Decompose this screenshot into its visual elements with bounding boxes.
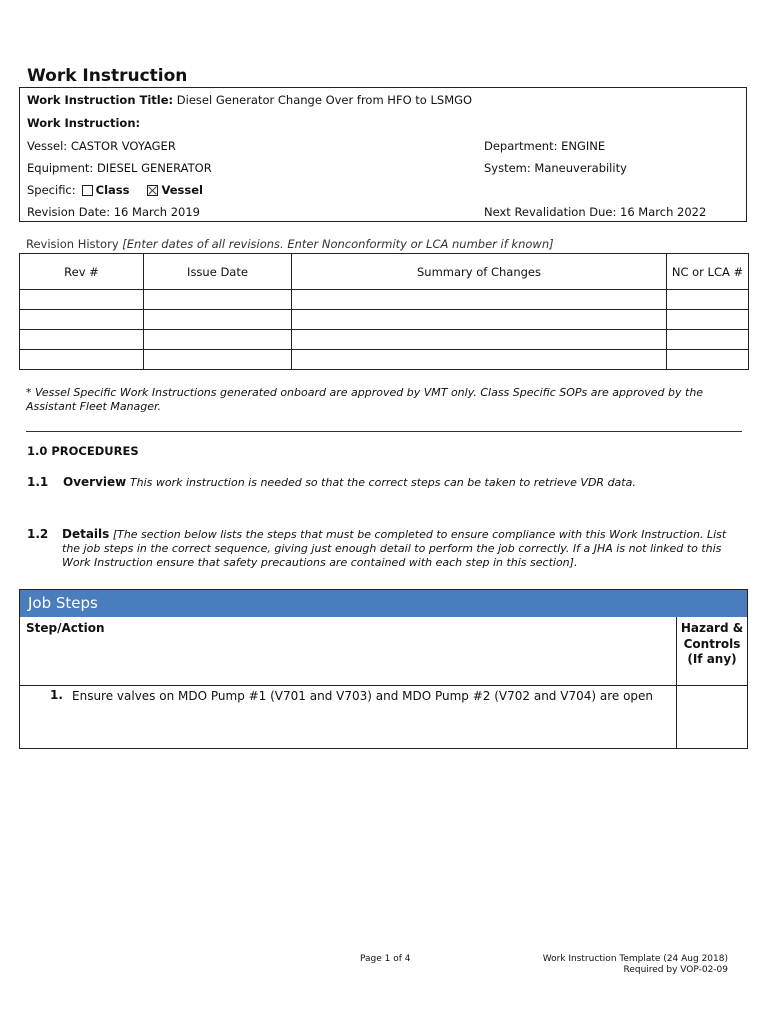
vessel-checkbox-checked[interactable] <box>147 185 158 196</box>
class-checkbox[interactable] <box>82 185 93 196</box>
vessel-field: Vessel: CASTOR VOYAGER <box>27 139 176 153</box>
approval-note: * Vessel Specific Work Instructions generated onboard are approved by VMT only. Class Specific SOPs are approved by the Assistant Fleet Manager. <box>26 386 704 413</box>
overview-number: 1.1 <box>27 475 49 489</box>
required-by: Required by VOP-02-09 <box>623 965 728 975</box>
details-label: Details <box>62 527 110 541</box>
job-steps-title: Job Steps <box>20 590 747 617</box>
revision-header-row <box>20 254 749 290</box>
issue-date-cell[interactable] <box>144 330 292 350</box>
nc-lca-cell[interactable] <box>667 350 749 370</box>
rev-cell[interactable] <box>20 350 144 370</box>
row-divider <box>20 685 747 686</box>
revision-date-field: Revision Date: 16 March 2019 <box>27 205 200 219</box>
step-number: 1. <box>50 688 63 702</box>
summary-cell[interactable] <box>292 290 667 310</box>
title-line <box>27 93 472 107</box>
work-instruction-info-box <box>19 87 747 222</box>
document-heading: Work Instruction <box>27 66 188 86</box>
hazard-controls-header: Hazard & Controls (If any) <box>680 621 744 666</box>
revision-history-caption <box>26 237 554 251</box>
revision-history-table <box>19 253 749 370</box>
vessel-label: Vessel <box>161 183 203 197</box>
revision-row <box>20 330 749 350</box>
details-paragraph <box>62 527 742 570</box>
title-value: Diesel Generator Change Over from HFO to LSMGO <box>176 93 473 107</box>
specific-field <box>27 183 203 197</box>
job-steps-table <box>19 589 748 749</box>
specific-label: Specific: <box>27 183 76 197</box>
revision-row <box>20 290 749 310</box>
rev-cell[interactable] <box>20 290 144 310</box>
overview-paragraph <box>63 475 636 489</box>
summary-cell[interactable] <box>292 330 667 350</box>
equipment-field: Equipment: DIESEL GENERATOR <box>27 161 212 175</box>
page-number: Page 1 of 4 <box>360 954 411 964</box>
issue-date-cell[interactable] <box>144 310 292 330</box>
revision-history-label: Revision History <box>26 237 119 251</box>
issue-date-header: Issue Date <box>144 254 292 290</box>
nc-lca-cell[interactable] <box>667 330 749 350</box>
revision-history-note: [Enter dates of all revisions. Enter Nonconformity or LCA number if known] <box>122 237 554 251</box>
details-number: 1.2 <box>27 527 49 541</box>
rev-cell[interactable] <box>20 310 144 330</box>
template-footer <box>500 954 728 976</box>
nc-lca-cell[interactable] <box>667 310 749 330</box>
class-label: Class <box>95 183 130 197</box>
step-text: Ensure valves on MDO Pump #1 (V701 and V703) and MDO Pump #2 (V702 and V704) are open <box>72 689 654 703</box>
issue-date-cell[interactable] <box>144 350 292 370</box>
work-instruction-label: Work Instruction: <box>27 116 141 130</box>
revision-row <box>20 350 749 370</box>
revision-row <box>20 310 749 330</box>
overview-text: This work instruction is needed so that the correct steps can be taken to retrieve VDR data. <box>129 476 636 489</box>
details-text: [The section below lists the steps that must be completed to ensure compliance with this Work Instruction. List the job steps in the correct sequence, giving just enough detail to perform the job correctly. If a JHA is not linked to this Work Instruction ensure that safety precautions are contained with each step in this section]. <box>62 528 727 569</box>
system-field: System: Maneuverability <box>484 161 627 175</box>
procedures-title: 1.0 PROCEDURES <box>27 444 139 458</box>
summary-cell[interactable] <box>292 310 667 330</box>
template-version: Work Instruction Template (24 Aug 2018) <box>542 954 728 964</box>
section-divider <box>26 431 742 432</box>
overview-label: Overview <box>63 475 127 489</box>
next-revalidation-field: Next Revalidation Due: 16 March 2022 <box>484 205 707 219</box>
department-field: Department: ENGINE <box>484 139 606 153</box>
rev-number-header: Rev # <box>20 254 144 290</box>
title-label: Work Instruction Title: <box>27 93 174 107</box>
summary-header: Summary of Changes <box>292 254 667 290</box>
rev-cell[interactable] <box>20 330 144 350</box>
nc-lca-header: NC or LCA # <box>667 254 749 290</box>
nc-lca-cell[interactable] <box>667 290 749 310</box>
step-action-header: Step/Action <box>26 621 105 635</box>
summary-cell[interactable] <box>292 350 667 370</box>
issue-date-cell[interactable] <box>144 290 292 310</box>
